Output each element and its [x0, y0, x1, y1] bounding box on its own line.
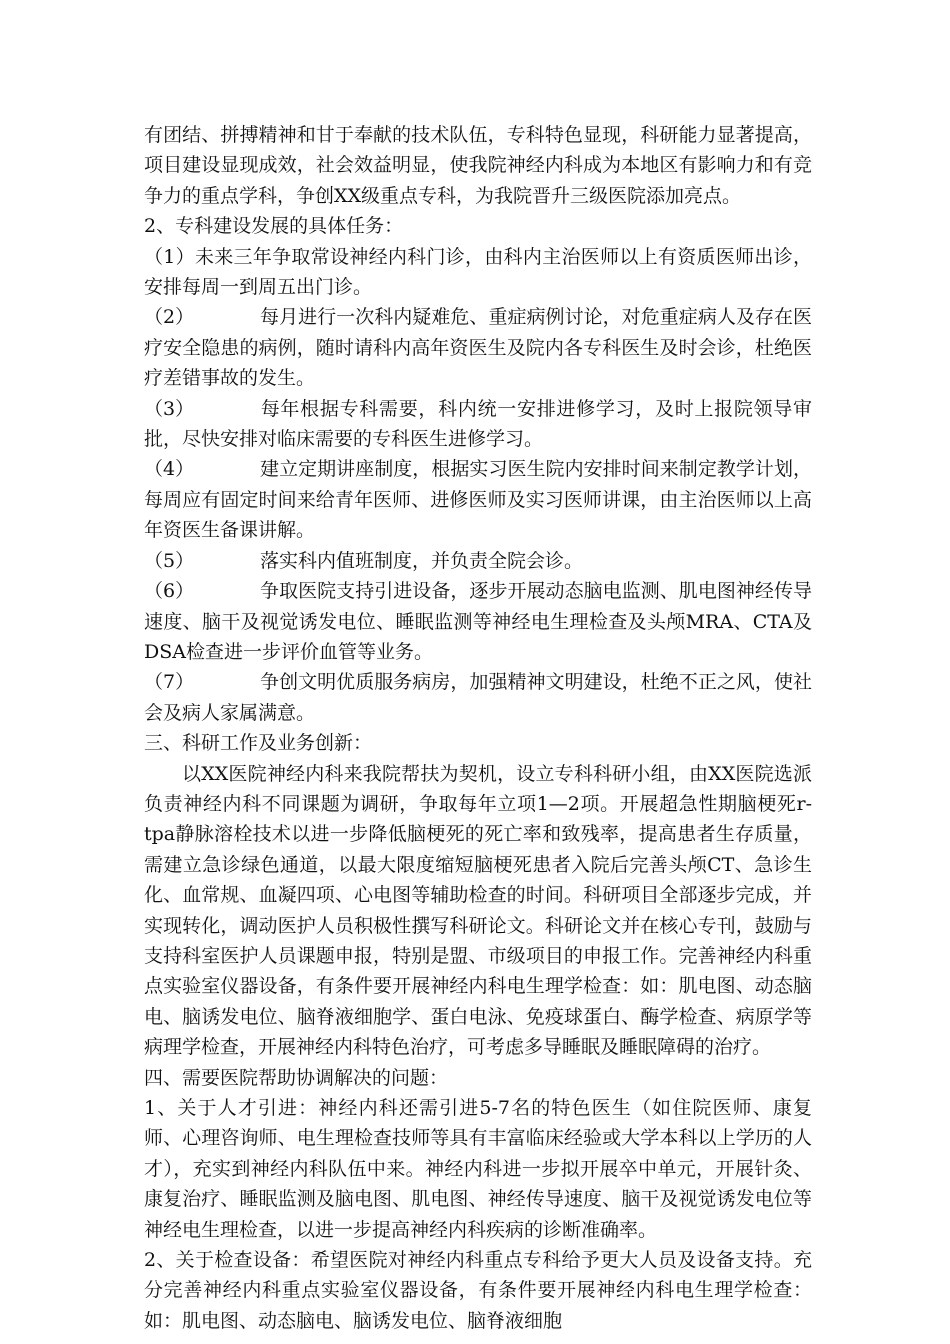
paragraph-talent: 1、关于人才引进：神经内科还需引进5-7名的特色医生（如住院医师、康复师、心理咨询师、电生理检查技师等具有丰富临床经验或大学本科以上学历的人才），充实到神经内科队伍中来。神经内科进一步拟开展卒中单元，开展针灸、康复治疗、睡眠监测及脑电图、肌电图、神经传导速度、脑干及视觉诱发电位等神经电生理检查，以进一步提高神经内科疾病的诊断准确率。	[144, 1097, 812, 1241]
paragraph-goal: 有团结、拼搏精神和甘于奉献的技术队伍，专科特色显现，科研能力显著提高，项目建设显现成效，社会效益明显，使我院神经内科成为本地区有影响力和有竞争力的重点学科，争创XX级重点专科，为我院晋升三级医院添加亮点。	[144, 124, 812, 207]
paragraph-equipment: 2、关于检查设备：希望医院对神经内科重点专科给予更大人员及设备支持。充分完善神经内科重点实验室仪器设备，有条件要开展神经内科电生理学检查：如：肌电图、动态脑电、脑诱发电位、脑脊液细胞	[144, 1249, 812, 1332]
item-text: 建立定期讲座制度，根据实习医生院内安排时间来制定教学计划，每周应有固定时间来给青年医师、进修医师及实习医师讲课，由主治医师以上高年资医生备课讲解。	[144, 458, 812, 542]
section-heading-issues: 四、需要医院帮助协调解决的问题：	[144, 1066, 449, 1089]
paragraph-research: 以XX医院神经内科来我院帮扶为契机，设立专科科研小组，由XX医院选派负责神经内科不同课题为调研，争取每年立项1—2项。开展超急性期脑梗死r-tpa静脉溶栓技术以进一步降低脑梗死的死亡率和致残率，提高患者生存质量，需建立急诊绿色通道，以最大限度缩短脑梗死患者入院后完善头颅CT、急诊生化、血常规、血凝四项、心电图等辅助检查的时间。科研项目全部逐步完成，并实现转化，调动医护人员积极性撰写科研论文。科研论文并在核心专刊，鼓励与支持科室医护人员课题申报，特别是盟、市级项目的申报工作。完善神经内科重点实验室仪器设备，有条件要开展神经内科电生理学检查：如：肌电图、动态脑电、脑诱发电位、脑脊液细胞学、蛋白电泳、免疫球蛋白、酶学检查、病原学等病理学检查，开展神经内科特色治疗，可考虑多导睡眠及睡眠障碍的治疗。	[144, 762, 812, 1059]
task-item-7	[144, 667, 812, 728]
document-body	[144, 120, 812, 1336]
item-number: （3）	[144, 397, 195, 420]
item-text: 争创文明优质服务病房，加强精神文明建设，杜绝不正之风，使社会及病人家属满意。	[144, 671, 812, 724]
item-number: （4）	[144, 458, 195, 481]
task-item-1: （1）未来三年争取常设神经内科门诊，由科内主治医师以上有资质医师出诊，安排每周一到周五出门诊。	[144, 245, 812, 299]
task-item-4	[144, 454, 812, 545]
item-text: 争取医院支持引进设备，逐步开展动态脑电监测、肌电图神经传导速度、脑干及视觉诱发电位、睡眠监测等神经电生理检查及头颅MRA、CTA及DSA检查进一步评价血管等业务。	[144, 580, 812, 663]
item-number: （7）	[144, 671, 195, 694]
task-item-2	[144, 302, 812, 393]
item-text: 每月进行一次科内疑难危、重症病例讨论，对危重症病人及存在医疗安全隐患的病例，随时请科内高年资医生及院内各专科医生及时会诊，杜绝医疗差错事故的发生。	[144, 306, 812, 390]
task-item-3	[144, 394, 812, 455]
task-item-5	[144, 546, 812, 576]
item-number: （5）	[144, 549, 195, 572]
task-item-6	[144, 576, 812, 667]
item-text: 每年根据专科需要，科内统一安排进修学习，及时上报院领导审批，尽快安排对临床需要的专科医生进修学习。	[144, 397, 812, 451]
item-text: 落实科内值班制度，并负责全院会诊。	[260, 549, 584, 572]
item-number: （6）	[144, 580, 195, 603]
section-heading-research: 三、科研工作及业务创新：	[144, 732, 373, 755]
heading-specific-tasks: 2、专科建设发展的具体任务：	[144, 215, 404, 238]
item-number: （2）	[144, 306, 195, 329]
